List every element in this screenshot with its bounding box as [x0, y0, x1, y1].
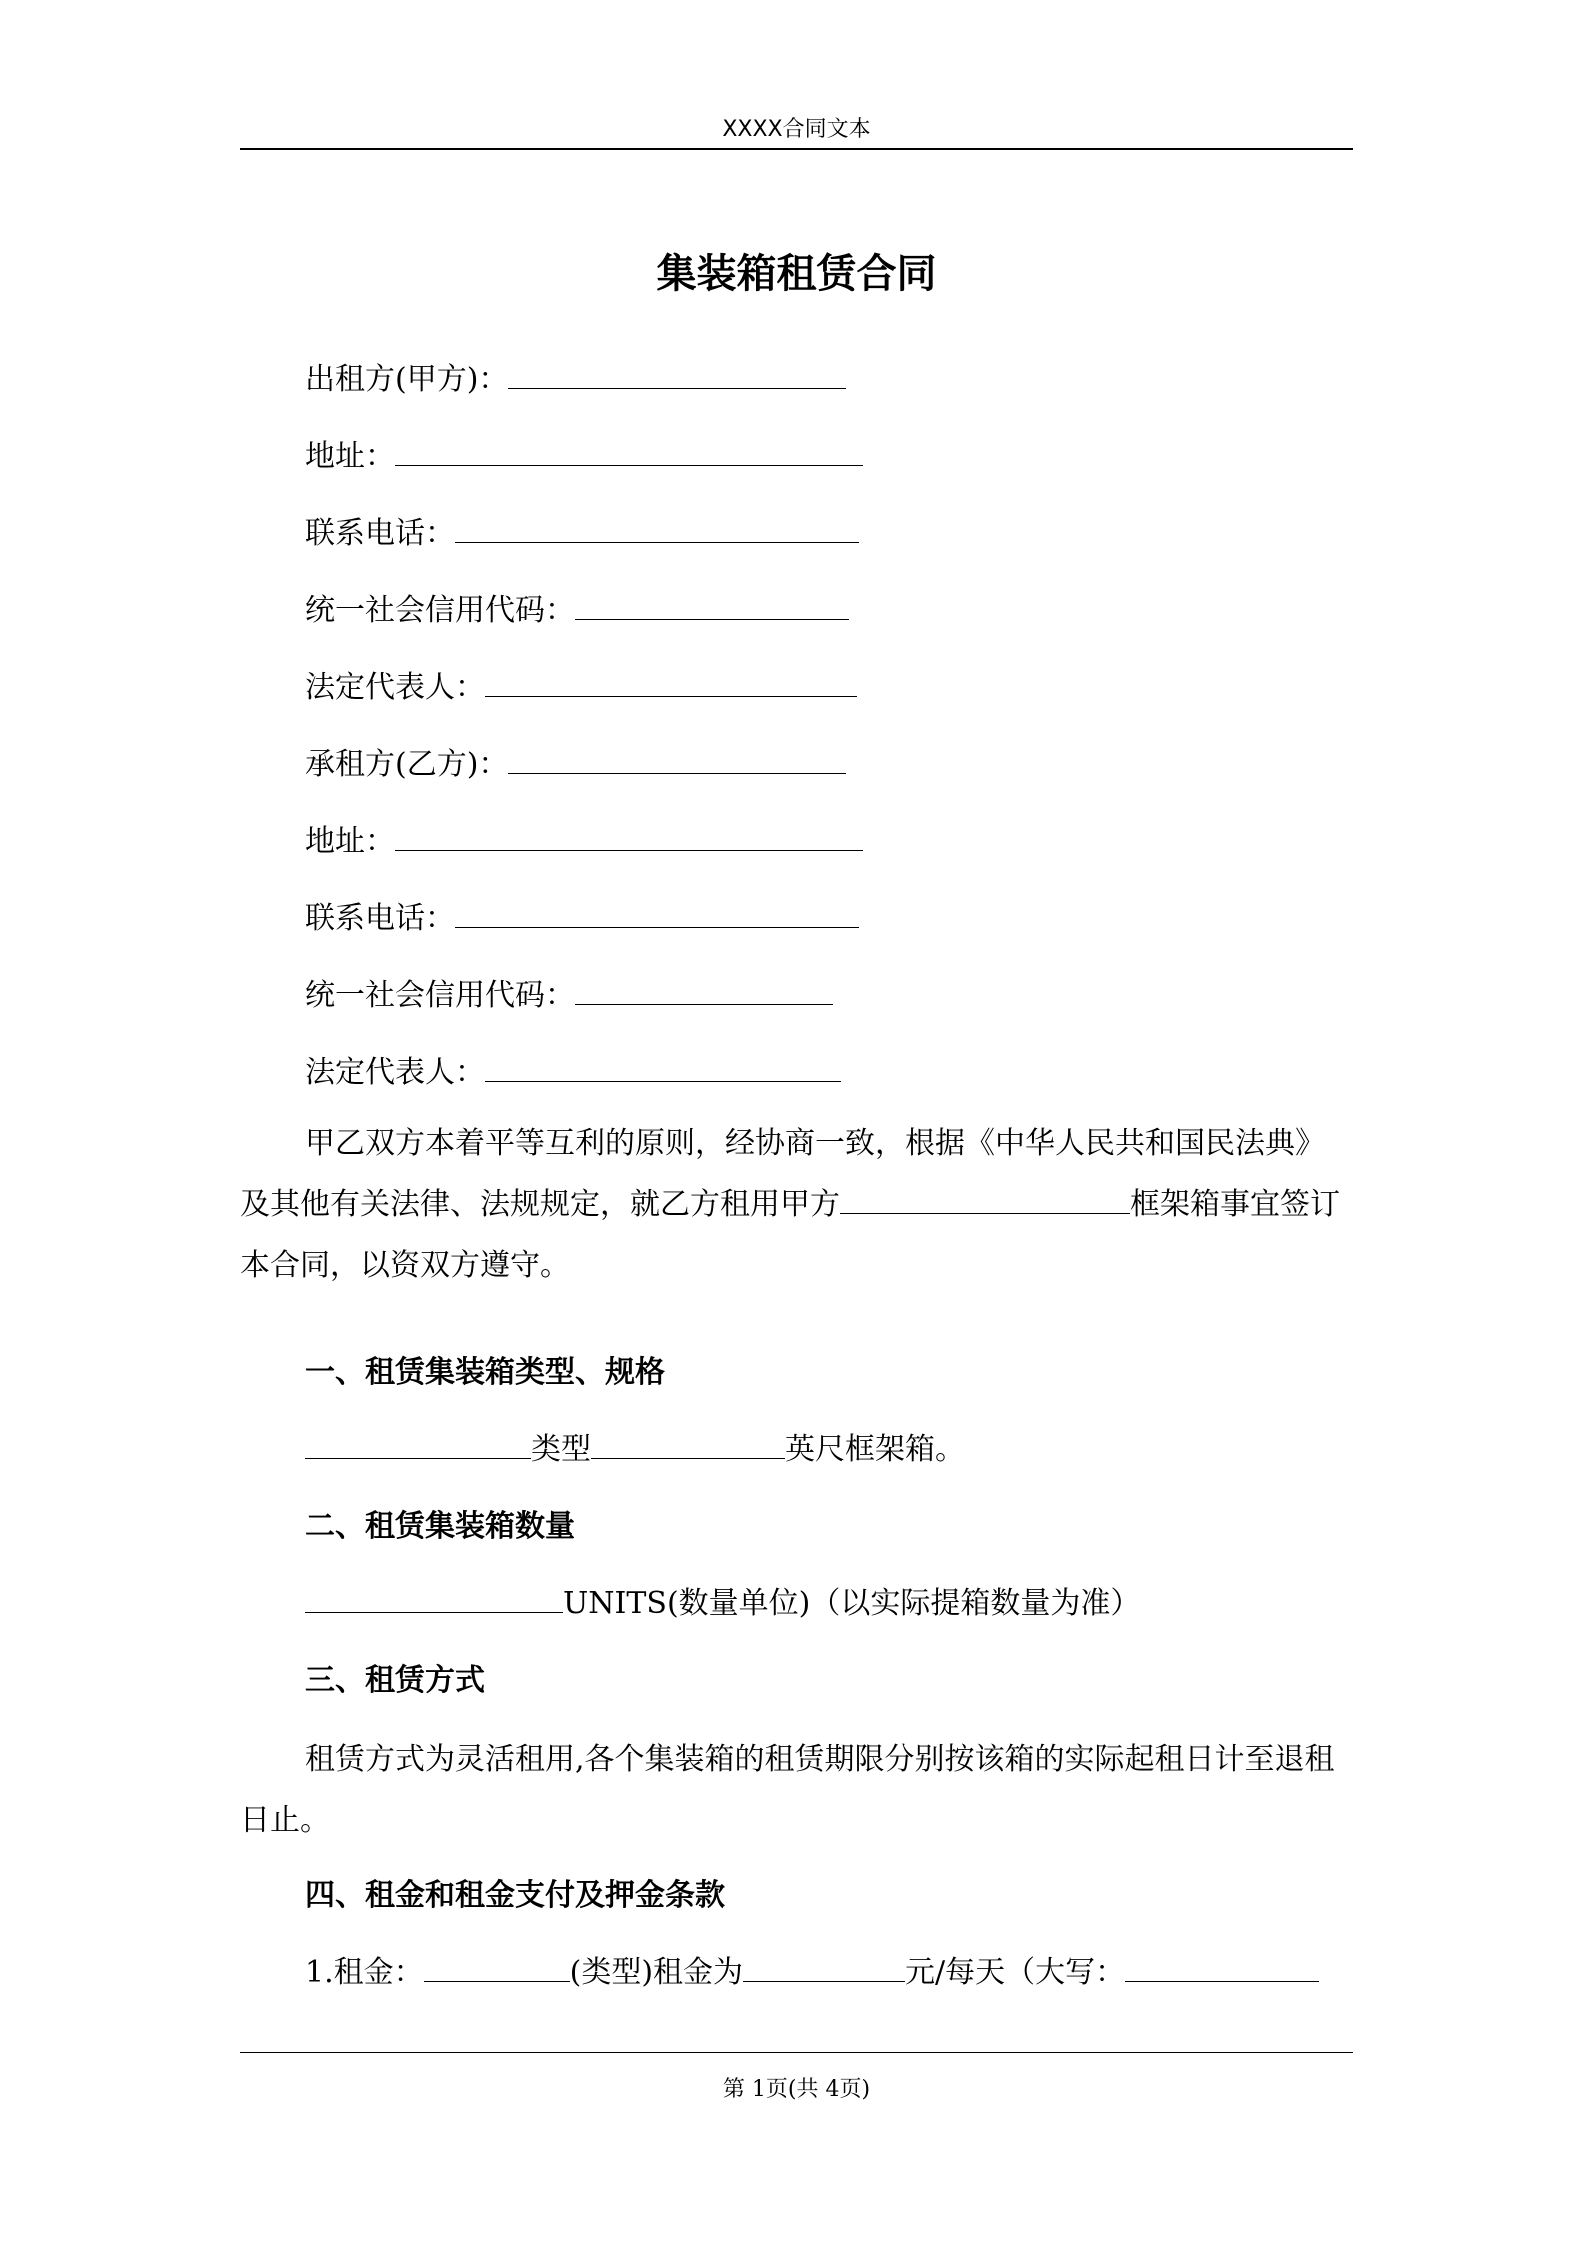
lessee-credit-code-blank[interactable]	[575, 976, 833, 1005]
rent-unit-label: 元/每天（大写：	[905, 1955, 1126, 1990]
rent-type-blank[interactable]	[424, 1953, 570, 1982]
lessee-representative-field	[305, 1051, 841, 1095]
field-label: 法定代表人：	[305, 670, 485, 705]
page-footer: 第 1页(共 4页)	[722, 2077, 871, 2102]
lessor-credit-code-blank[interactable]	[575, 591, 849, 620]
section-3-heading: 三、租赁方式	[305, 1663, 485, 1698]
section-4-rent-line	[305, 1951, 1319, 1995]
lease-method-text: 租赁方式为灵活租用,各个集装箱的租赁期限分别按该箱的实际起租日计至退租日止。	[240, 1742, 1335, 1838]
intro-paragraph	[240, 1113, 1353, 1296]
lessee-credit-code-field	[305, 974, 833, 1018]
lessor-address-field	[305, 435, 863, 479]
intro-blank[interactable]	[840, 1187, 1130, 1214]
page-header: XXXX合同文本	[722, 117, 871, 142]
field-label: 承租方(乙方)：	[305, 747, 509, 782]
lessor-name-field	[305, 358, 846, 402]
section-3-paragraph	[240, 1729, 1353, 1851]
header-divider	[240, 148, 1353, 150]
intro-text-part1: 甲乙双方本着平等互利的原则，经协商一致，根据《中华人民共和国民法典》及其他有关法律、法规规定，就乙方租用甲方	[240, 1126, 1325, 1222]
document-title: 集装箱租赁合同	[656, 250, 937, 297]
footer-divider	[240, 2052, 1353, 2053]
rent-uppercase-blank[interactable]	[1125, 1953, 1319, 1982]
lessee-phone-field	[305, 897, 859, 941]
type-label: 类型	[531, 1432, 591, 1467]
section-1-line	[305, 1428, 965, 1472]
section-1-heading: 一、租赁集装箱类型、规格	[305, 1355, 665, 1390]
section-2-heading: 二、租赁集装箱数量	[305, 1509, 575, 1544]
section-4-heading: 四、租金和租金支付及押金条款	[305, 1878, 725, 1913]
field-label: 联系电话：	[305, 901, 455, 936]
section-2-line	[305, 1582, 1140, 1626]
rent-label: 1.租金：	[305, 1955, 424, 1990]
lessor-representative-blank[interactable]	[485, 668, 857, 697]
quantity-blank[interactable]	[305, 1584, 563, 1613]
lessee-name-blank[interactable]	[508, 745, 846, 774]
field-label: 地址：	[305, 824, 395, 859]
lessor-phone-field	[305, 512, 859, 556]
lessee-name-field	[305, 743, 846, 787]
lessor-representative-field	[305, 666, 857, 710]
field-label: 统一社会信用代码：	[305, 593, 575, 628]
rent-amount-blank[interactable]	[743, 1953, 905, 1982]
quantity-unit-label: UNITS(数量单位)（以实际提箱数量为准）	[563, 1586, 1141, 1621]
lessee-representative-blank[interactable]	[485, 1053, 841, 1082]
lessee-address-field	[305, 820, 863, 864]
lessor-name-blank[interactable]	[508, 360, 846, 389]
lessee-address-blank[interactable]	[395, 822, 863, 851]
lessor-phone-blank[interactable]	[455, 514, 859, 543]
container-type-blank[interactable]	[305, 1430, 531, 1459]
rent-type-label: (类型)租金为	[569, 1955, 744, 1990]
field-label: 法定代表人：	[305, 1055, 485, 1090]
lessee-phone-blank[interactable]	[455, 899, 859, 928]
field-label: 地址：	[305, 439, 395, 474]
intro-text-part2: 框架箱事宜签订本合同，以资双方遵守。	[240, 1187, 1340, 1283]
field-label: 联系电话：	[305, 516, 455, 551]
lessor-credit-code-field	[305, 589, 849, 633]
feet-label: 英尺框架箱。	[785, 1432, 965, 1467]
container-size-blank[interactable]	[591, 1430, 785, 1459]
field-label: 统一社会信用代码：	[305, 978, 575, 1013]
lessor-address-blank[interactable]	[395, 437, 863, 466]
field-label: 出租方(甲方)：	[305, 362, 509, 397]
